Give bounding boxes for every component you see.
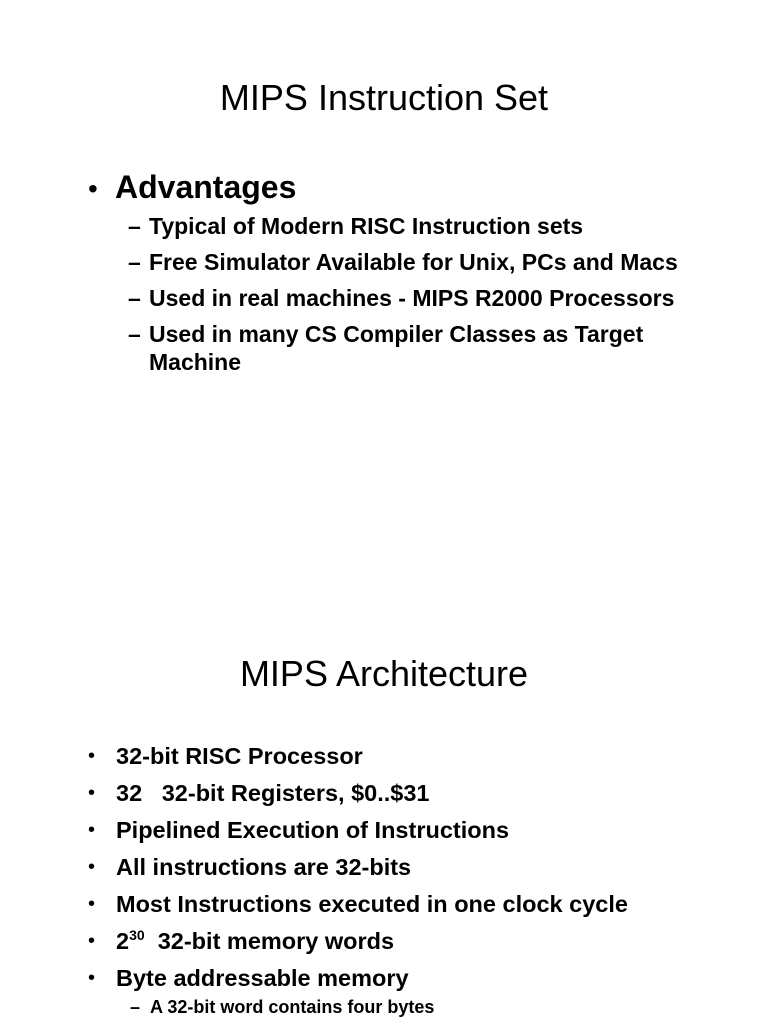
sub-item-word-bytes: [130, 996, 434, 1018]
bullet-icon: •: [88, 930, 96, 952]
list-item-text: All instructions are 32-bits: [116, 854, 412, 880]
list-item: [128, 212, 728, 240]
bullet-label: Advantages: [115, 169, 297, 205]
list-item: [88, 853, 748, 881]
list-item: [128, 248, 728, 276]
list-item-text: 32-bit RISC Processor: [116, 743, 363, 769]
memory-base: 2: [116, 928, 130, 954]
list-item: [88, 779, 748, 807]
slide-title: MIPS Instruction Set: [219, 77, 549, 118]
dash-icon: –: [128, 249, 141, 275]
list-item-text: Pipelined Execution of Instructions: [116, 817, 510, 843]
list-item-text: Used in many CS Compiler Classes as Target Machine: [149, 321, 644, 375]
dash-icon: –: [130, 997, 141, 1017]
list-item-text: 32 32-bit Registers, $0..$31: [116, 780, 430, 806]
slide-architecture: [0, 560, 768, 1024]
architecture-list: [88, 742, 748, 1001]
sub-item-text: A 32-bit word contains four bytes: [150, 997, 435, 1017]
list-item: [128, 320, 728, 376]
list-item-text: Byte addressable memory: [116, 965, 409, 991]
list-item-text: Most Instructions executed in one clock cycle: [116, 891, 628, 917]
list-item-text: Typical of Modern RISC Instruction sets: [149, 213, 584, 239]
list-item-text: Used in real machines - MIPS R2000 Processors: [149, 285, 675, 311]
dash-icon: –: [128, 213, 141, 239]
list-item: [88, 816, 748, 844]
list-item: [128, 284, 728, 312]
dash-icon: –: [128, 285, 141, 311]
list-item: [88, 964, 748, 992]
bullet-icon: •: [88, 745, 96, 767]
list-item-memory-words: [88, 927, 748, 955]
slide-title: MIPS Architecture: [239, 653, 529, 694]
list-item-text: Free Simulator Available for Unix, PCs and Macs: [149, 249, 678, 275]
dash-icon: –: [128, 321, 141, 347]
advantages-list: [128, 212, 728, 384]
list-item: [88, 890, 748, 918]
bullet-icon: •: [88, 856, 96, 878]
list-item: [88, 742, 748, 770]
bullet-icon: •: [88, 893, 96, 915]
bullet-icon: •: [88, 173, 98, 204]
memory-text: 32-bit memory words: [144, 928, 395, 954]
bullet-icon: •: [88, 819, 96, 841]
bullet-icon: •: [88, 782, 96, 804]
bullet-advantages: [88, 168, 296, 208]
bullet-icon: •: [88, 967, 96, 989]
memory-exponent: 30: [129, 927, 145, 943]
